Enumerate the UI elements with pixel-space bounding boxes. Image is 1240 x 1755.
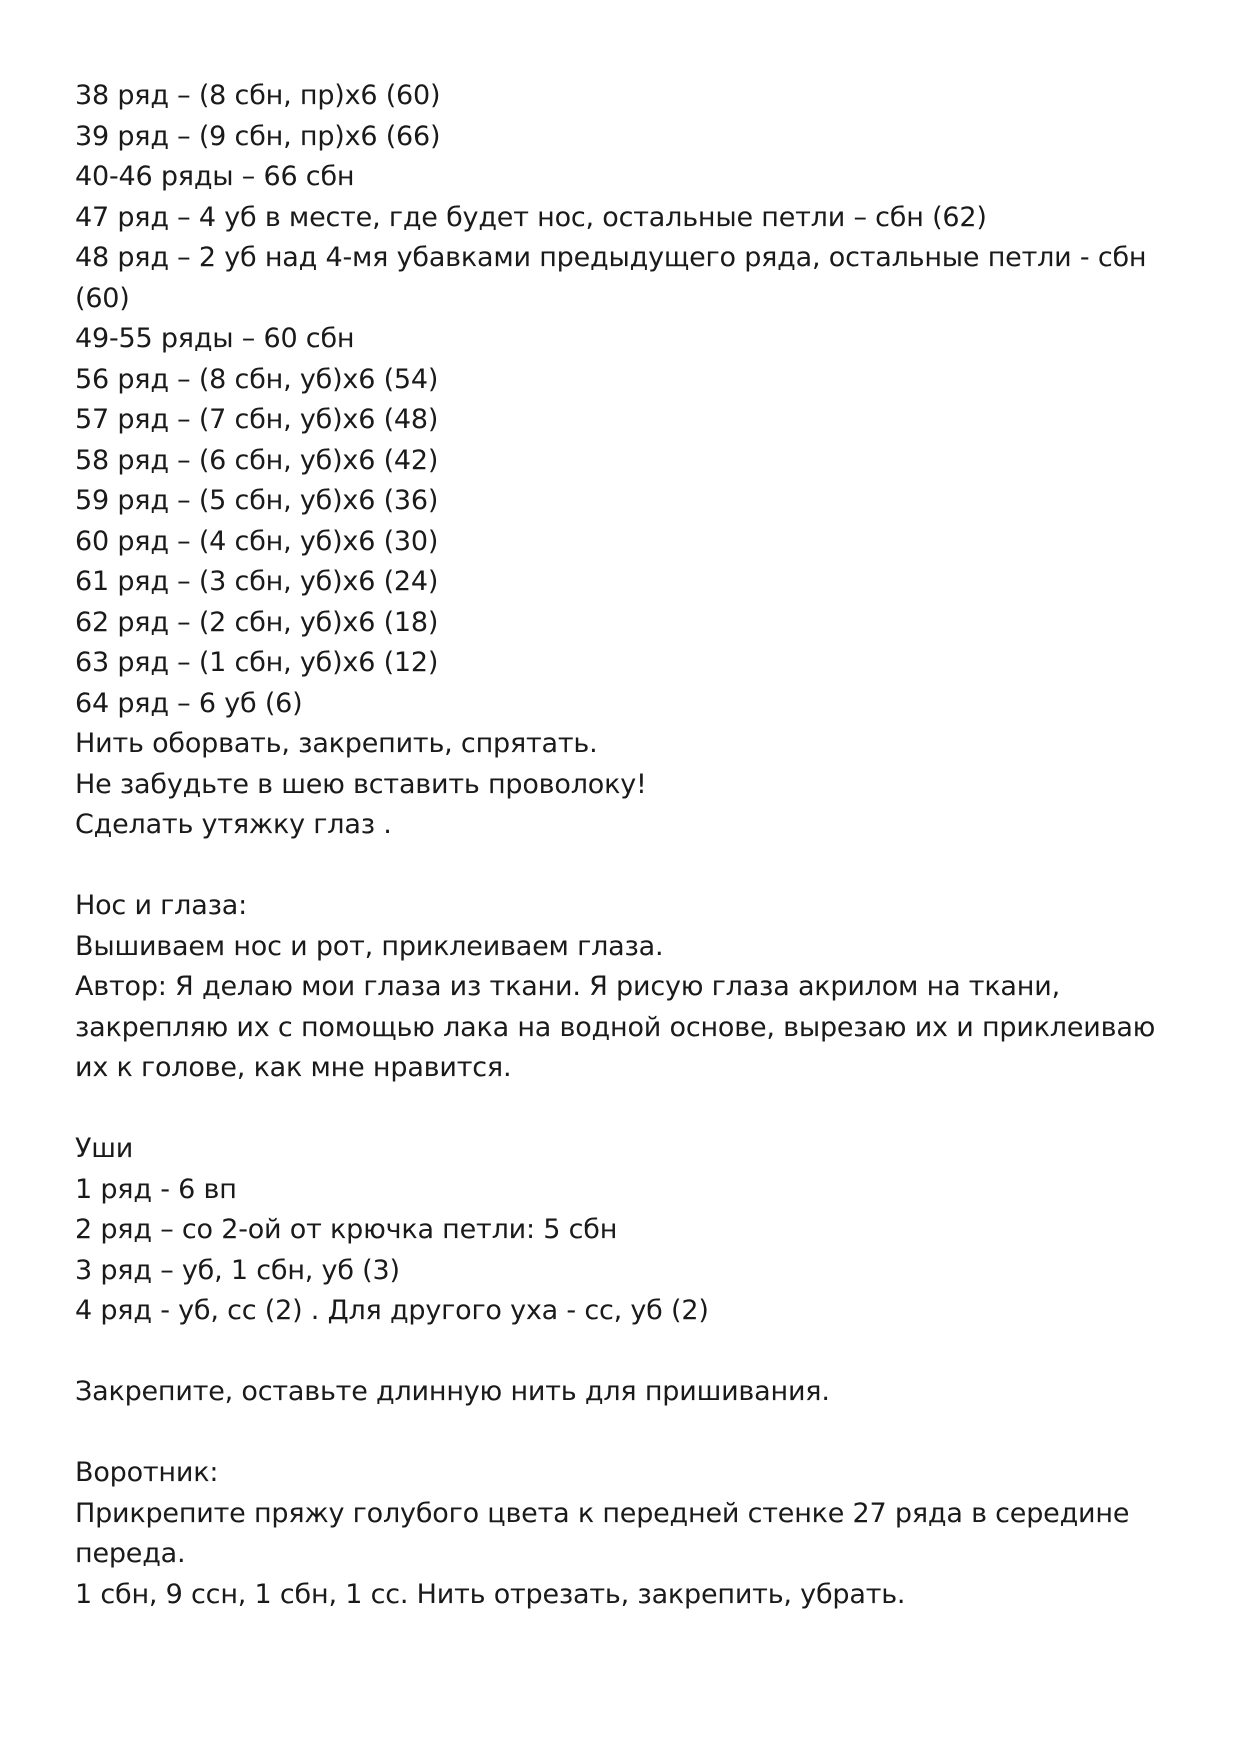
row-line: 3 ряд – уб, 1 сбн, уб (3) [75,1254,400,1286]
row-line: 58 ряд – (6 сбн, уб)х6 (42) [75,444,439,476]
row-line: 57 ряд – (7 сбн, уб)х6 (48) [75,404,439,435]
row-line: 38 ряд – (8 сбн, пр)х6 (60) [75,80,441,111]
row-line: 47 ряд – 4 уб в месте, где будет нос, остальные петли – сбн (62) [75,201,987,233]
nose-eyes-section [75,886,1185,1089]
row-line: 1 ряд - 6 вп [75,1173,237,1205]
row-line: 64 ряд – 6 уб (6) [75,687,303,719]
section-heading: Уши [75,1133,134,1164]
instruction-line: Сделать утяжку глаз . [75,809,392,840]
section-heading: Нос и глаза: [75,890,247,921]
paragraph-line: Автор: Я делаю мои глаза из ткани. Я рисую глаза акрилом на ткани, [75,971,1060,1002]
row-line: 61 ряд – (3 сбн, уб)х6 (24) [75,566,439,597]
paragraph-line: закрепляю их с помощью лака на водной основе, вырезаю их и приклеиваю [75,1011,1156,1043]
row-line: 2 ряд – со 2-ой от крючка петли: 5 сбн [75,1214,618,1245]
section-heading: Воротник: [75,1457,219,1488]
ears-note: Закрепите, оставьте длинную нить для пришивания. [75,1376,830,1407]
row-line: (60) [75,282,130,314]
row-line: 49-55 ряды – 60 сбн [75,323,355,354]
row-line: 59 ряд – (5 сбн, уб)х6 (36) [75,485,439,516]
row-line: 48 ряд – 2 уб над 4-мя убавками предыдущего ряда, остальные петли - сбн [75,242,1147,273]
paragraph-line: их к голове, как мне нравится. [75,1052,512,1083]
instruction-line: Не забудьте в шею вставить проволоку! [75,768,647,800]
row-line: 63 ряд – (1 сбн, уб)х6 (12) [75,647,439,678]
spacer [75,1413,1185,1454]
paragraph-line: 1 сбн, 9 ссн, 1 сбн, 1 сс. Нить отрезать, закрепить, убрать. [75,1578,906,1610]
instruction-line: Нить оборвать, закрепить, спрятать. [75,728,598,759]
row-line: 39 ряд – (9 сбн, пр)х6 (66) [75,120,441,152]
row-line: 4 ряд - уб, сс (2) . Для другого уха - сс, уб (2) [75,1295,709,1326]
row-line: 56 ряд – (8 сбн, уб)х6 (54) [75,363,439,395]
document-page [75,76,1185,1615]
row-line: 40-46 ряды – 66 сбн [75,161,355,192]
ears-section [75,1129,1185,1413]
spacer [75,1332,1185,1373]
spacer [75,846,1185,887]
row-line: 60 ряд – (4 сбн, уб)х6 (30) [75,525,439,557]
head-rows-section [75,76,1185,846]
paragraph-line: переда. [75,1538,186,1569]
spacer [75,1089,1185,1130]
collar-section [75,1453,1185,1615]
row-line: 62 ряд – (2 сбн, уб)х6 (18) [75,606,439,638]
paragraph-line: Прикрепите пряжу голубого цвета к передней стенке 27 ряда в середине [75,1497,1130,1529]
paragraph-line: Вышиваем нос и рот, приклеиваем глаза. [75,930,664,962]
